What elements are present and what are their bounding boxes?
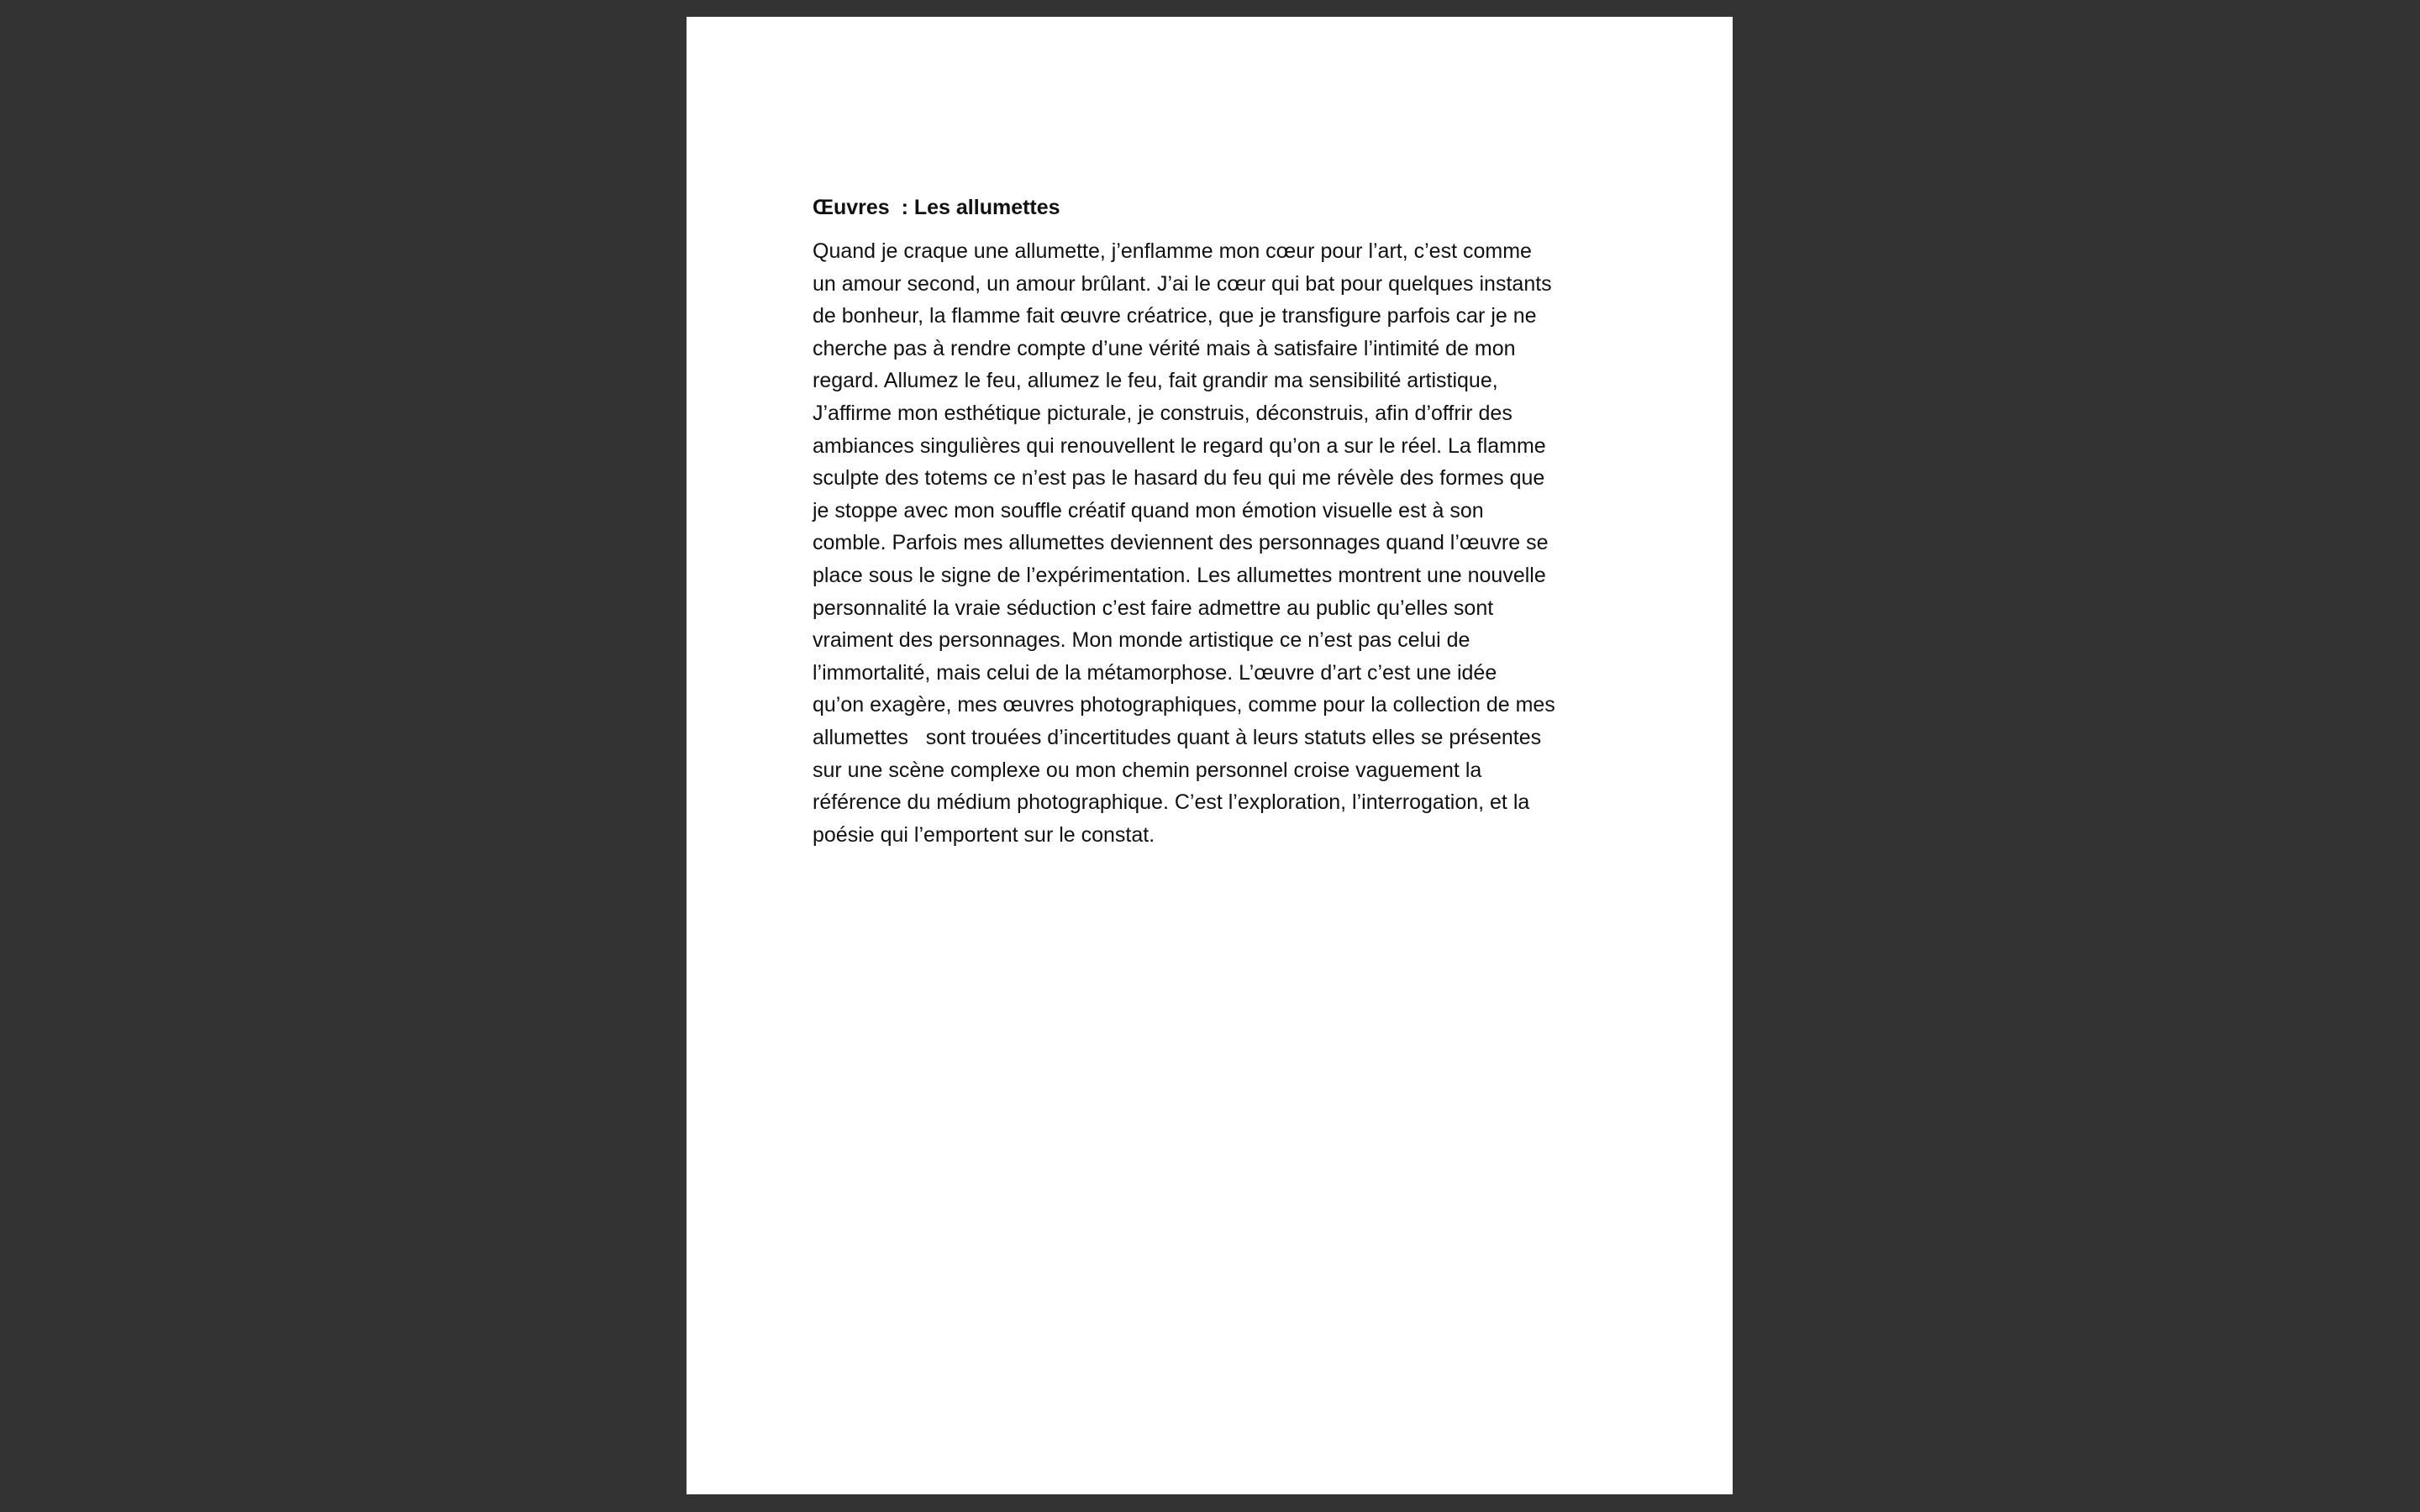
- paragraph-line: allumettes sont trouées d’incertitudes quant à leurs statuts elles se présentes: [813, 725, 1542, 749]
- paragraph-line: qu’on exagère, mes œuvres photographiques, comme pour la collection de mes: [813, 693, 1555, 717]
- paragraph-line: ambiances singulières qui renouvellent le regard qu’on a sur le réel. La flamme: [813, 433, 1546, 458]
- paragraph-line: comble. Parfois mes allumettes deviennent des personnages quand l’œuvre se: [813, 531, 1549, 555]
- paragraph-line: vraiment des personnages. Mon monde artistique ce n’est pas celui de: [813, 628, 1470, 653]
- page-content: [813, 192, 1632, 851]
- paragraph-line: l’immortalité, mais celui de la métamorphose. L’œuvre d’art c’est une idée: [813, 660, 1497, 685]
- paragraph-line: référence du médium photographique. C’est l’exploration, l’interrogation, et la: [813, 790, 1530, 815]
- paragraph-line: place sous le signe de l’expérimentation. Les allumettes montrent une nouvelle: [813, 563, 1546, 587]
- paragraph-line: cherche pas à rendre compte d’une vérité mais à satisfaire l’intimité de mon: [813, 336, 1516, 360]
- paragraph-line: regard. Allumez le feu, allumez le feu, fait grandir ma sensibilité artistique,: [813, 369, 1498, 393]
- paragraph-line: je stoppe avec mon souffle créatif quand mon émotion visuelle est à son: [813, 498, 1484, 522]
- paragraph-line: sur une scène complexe ou mon chemin personnel croise vaguement la: [813, 758, 1482, 782]
- paragraph-line: poésie qui l’emportent sur le constat.: [813, 822, 1155, 847]
- document-title: Œuvres : Les allumettes: [813, 196, 1060, 219]
- paragraph-line: un amour second, un amour brûlant. J’ai le cœur qui bat pour quelques instants: [813, 271, 1552, 296]
- body-paragraph: [813, 235, 1632, 851]
- paragraph-line: personnalité la vraie séduction c’est faire admettre au public qu’elles sont: [813, 596, 1494, 620]
- paragraph-line: J’affirme mon esthétique picturale, je construis, déconstruis, afin d’offrir des: [813, 401, 1512, 425]
- document-page: [687, 17, 1733, 1494]
- paragraph-line: Quand je craque une allumette, j’enflamme mon cœur pour l’art, c’est comme: [813, 239, 1532, 263]
- paragraph-line: de bonheur, la flamme fait œuvre créatrice, que je transfigure parfois car je ne: [813, 304, 1537, 328]
- paragraph-line: sculpte des totems ce n’est pas le hasard du feu qui me révèle des formes que: [813, 466, 1545, 491]
